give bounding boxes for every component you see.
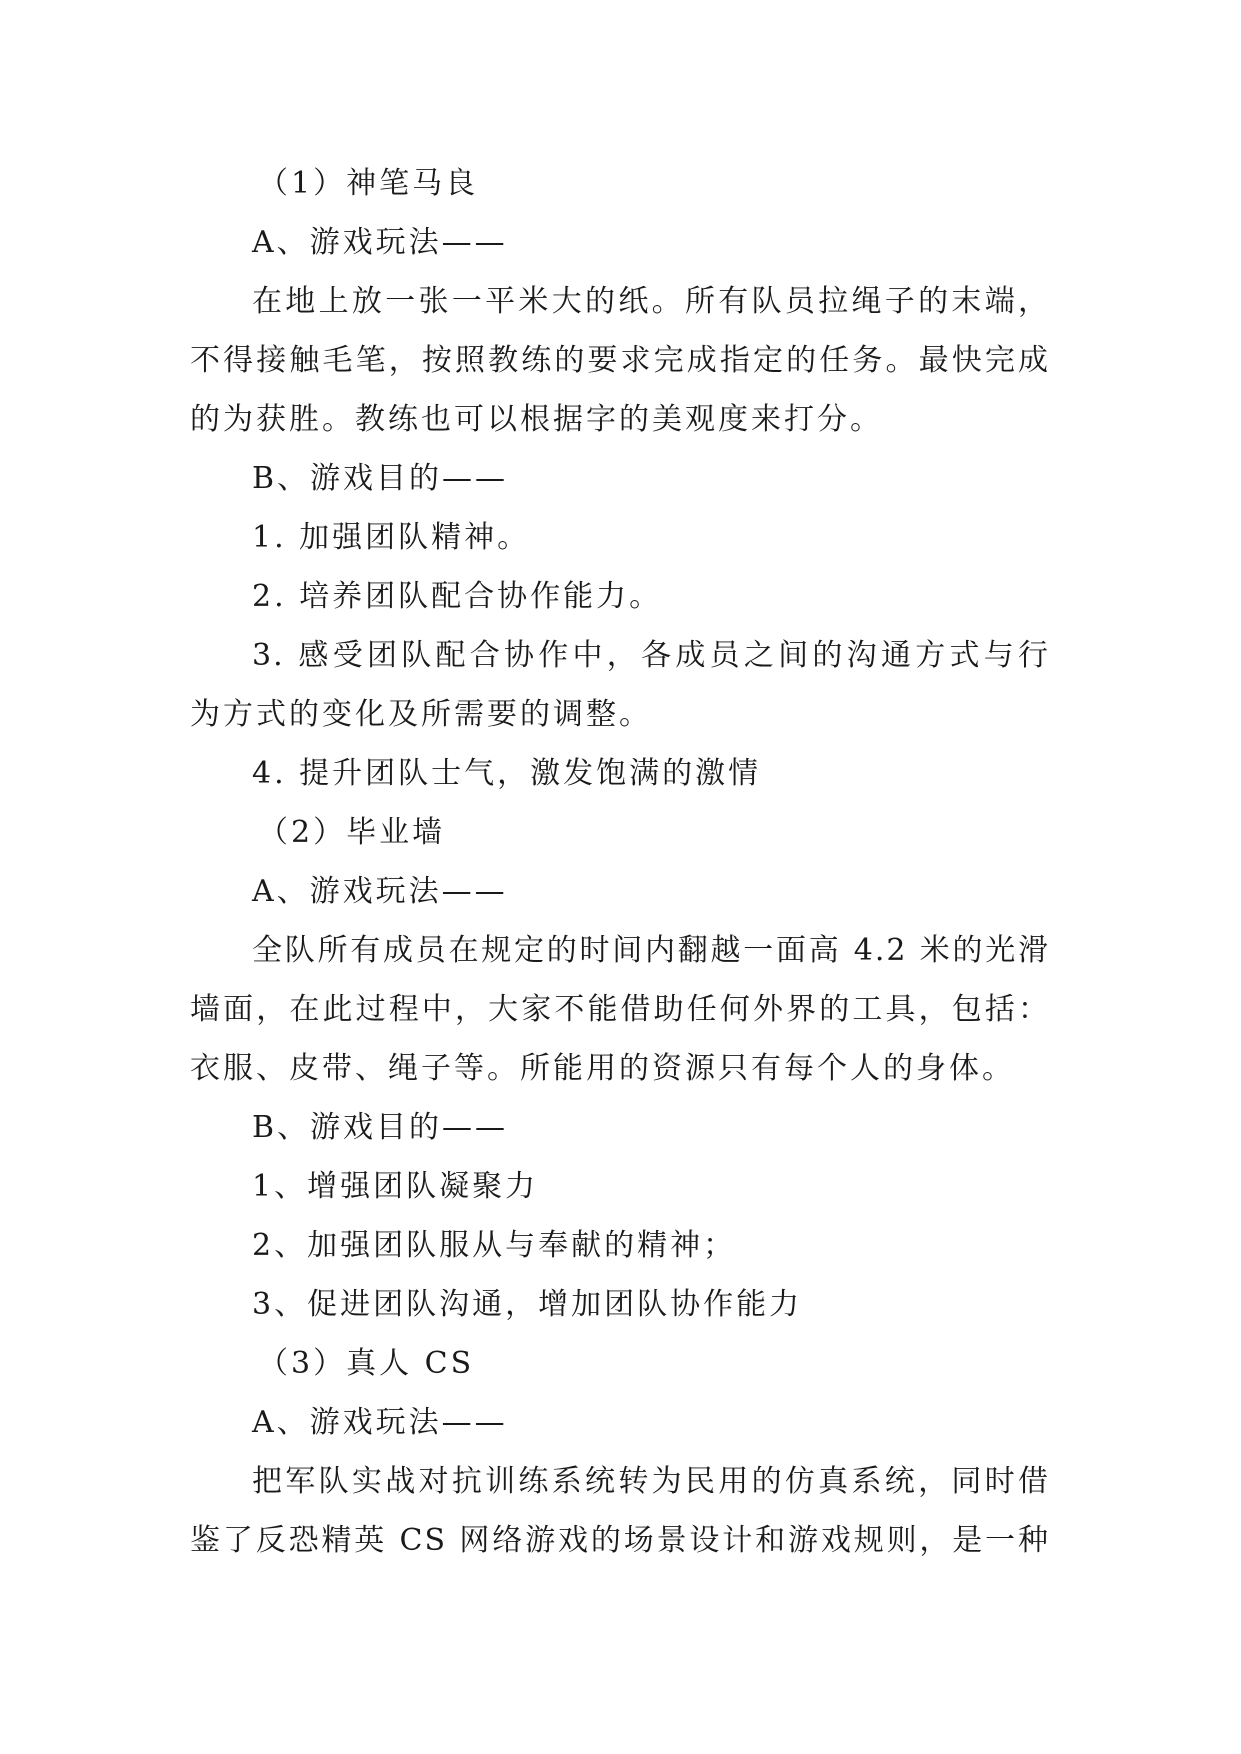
list-item: 2、加强团队服从与奉献的精神； [252, 1228, 737, 1263]
subheading-purpose: B、游戏目的—— [252, 1110, 509, 1145]
section-heading-3: （3）真人 CS [258, 1346, 475, 1381]
subheading-gameplay: A、游戏玩法—— [252, 874, 508, 909]
paragraph-line: 衣服、皮带、绳子等。所能用的资源只有每个人的身体。 [190, 1051, 1015, 1086]
section-heading-1: （1）神笔马良 [258, 166, 479, 201]
paragraph-line: 全队所有成员在规定的时间内翻越一面高 4.2 米的光滑 [252, 933, 1050, 968]
subheading-purpose: B、游戏目的—— [252, 461, 509, 496]
list-item: 3、促进团队沟通，增加团队协作能力 [252, 1287, 803, 1322]
list-item: 2. 培养团队配合协作能力。 [252, 579, 663, 614]
list-item: 4. 提升团队士气，激发饱满的激情 [252, 756, 762, 791]
paragraph-line: 墙面，在此过程中，大家不能借助任何外界的工具，包括： [190, 992, 1050, 1027]
paragraph-line: 不得接触毛笔，按照教练的要求完成指定的任务。最快完成 [190, 343, 1050, 378]
paragraph-line: 把军队实战对抗训练系统转为民用的仿真系统，同时借 [252, 1464, 1050, 1499]
list-item: 3. 感受团队配合协作中，各成员之间的沟通方式与行 [252, 638, 1050, 673]
paragraph-line: 鉴了反恐精英 CS 网络游戏的场景设计和游戏规则，是一种 [190, 1523, 1050, 1558]
paragraph-line: 的为获胜。教练也可以根据字的美观度来打分。 [190, 402, 883, 437]
subheading-gameplay: A、游戏玩法—— [252, 225, 508, 260]
list-item-continuation: 为方式的变化及所需要的调整。 [190, 697, 652, 732]
subheading-gameplay: A、游戏玩法—— [252, 1405, 508, 1440]
list-item: 1、增强团队凝聚力 [252, 1169, 539, 1204]
list-item: 1. 加强团队精神。 [252, 520, 531, 555]
paragraph-line: 在地上放一张一平米大的纸。所有队员拉绳子的末端， [252, 284, 1050, 319]
section-heading-2: （2）毕业墙 [258, 815, 446, 850]
